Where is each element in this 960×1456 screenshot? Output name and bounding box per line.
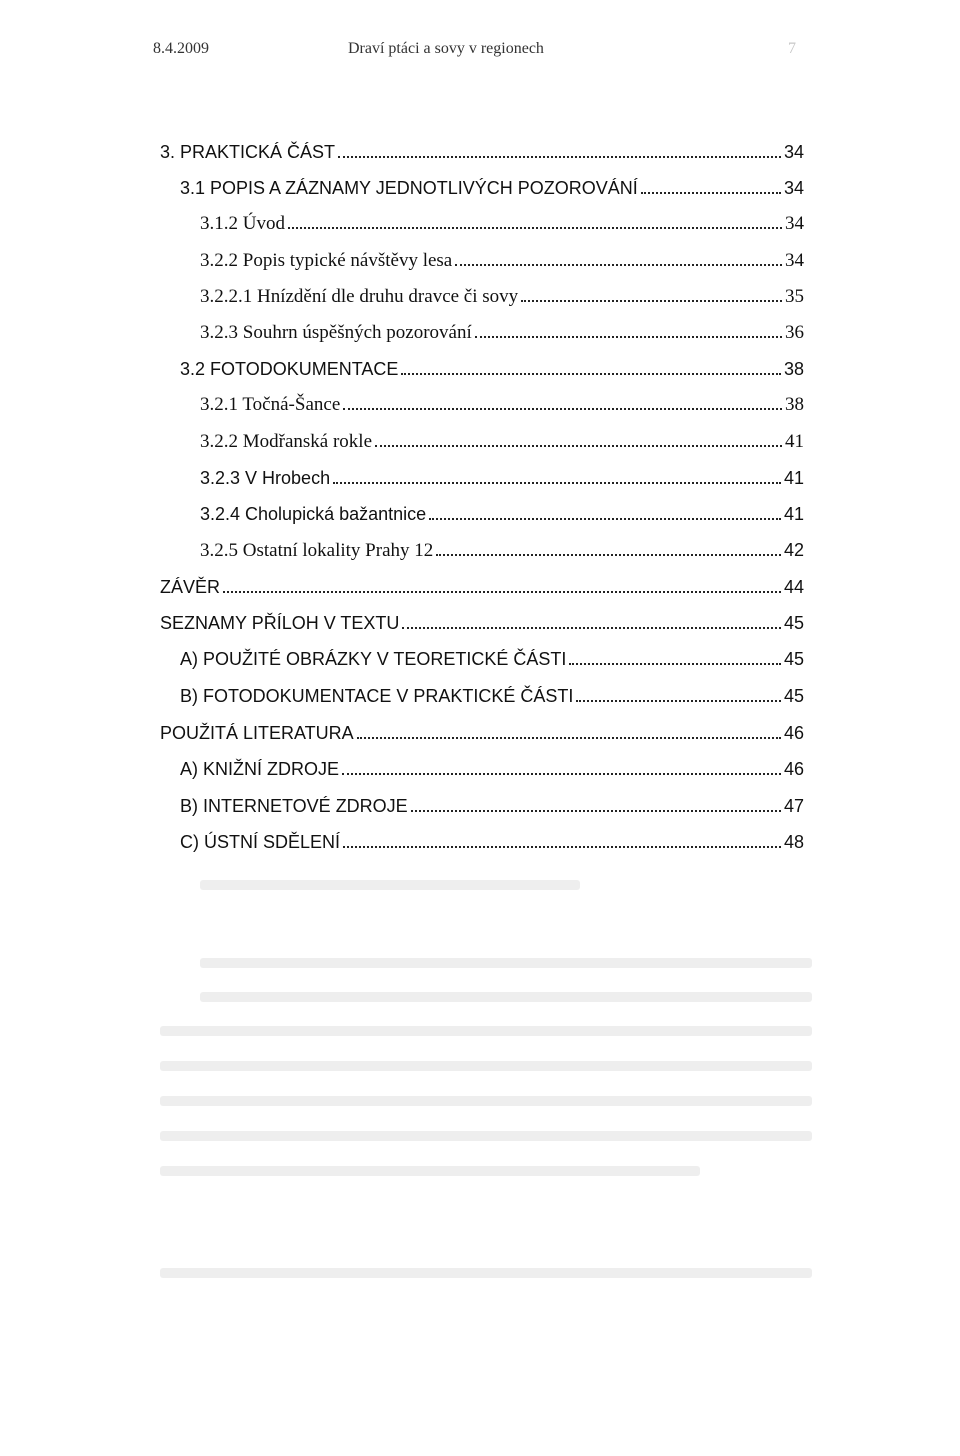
toc-entry-title: 3.1 POPIS A ZÁZNAMY JEDNOTLIVÝCH POZOROVÁNÍ xyxy=(180,178,638,198)
toc-entry-page: 45 xyxy=(783,649,804,669)
toc-leader-dots xyxy=(429,518,781,520)
toc-entry-page: 46 xyxy=(783,723,804,743)
toc-entry xyxy=(180,757,804,783)
toc-entry-title: 3.2.2 Popis typické návštěvy lesa xyxy=(200,250,453,271)
toc-entry xyxy=(200,430,804,456)
toc-leader-dots xyxy=(455,264,782,266)
toc-entry xyxy=(180,647,804,673)
toc-entry-title: SEZNAMY PŘÍLOH V TEXTU xyxy=(160,613,400,633)
toc-entry-title: 3.2 FOTODOKUMENTACE xyxy=(180,359,399,379)
toc-leader-dots xyxy=(288,227,782,229)
toc-entry-title: 3.2.3 Souhrn úspěšných pozorování xyxy=(200,322,472,343)
toc-entry-page: 45 xyxy=(783,686,804,706)
toc-entry-title: B) INTERNETOVÉ ZDROJE xyxy=(180,796,408,816)
toc-entry xyxy=(200,321,804,347)
toc-leader-dots xyxy=(375,445,782,447)
toc-entry-page: 48 xyxy=(783,832,804,852)
toc-leader-dots xyxy=(357,737,781,739)
toc-entry xyxy=(160,721,804,747)
toc-leader-dots xyxy=(576,700,781,702)
toc-entry-page: 44 xyxy=(783,577,804,597)
toc-entry-title: 3.2.1 Točná-Šance xyxy=(200,394,341,415)
toc-leader-dots xyxy=(436,554,781,556)
toc-entry-title: 3.1.2 Úvod xyxy=(200,213,285,234)
toc-entry-title: 3.2.2.1 Hnízdění dle druhu dravce či sovy xyxy=(200,286,519,307)
toc-leader-dots xyxy=(475,336,782,338)
toc-entry xyxy=(200,502,804,528)
toc-entry xyxy=(200,249,804,275)
toc-entry xyxy=(180,794,804,820)
toc-entry-page: 46 xyxy=(783,759,804,779)
toc-entry-title: POUŽITÁ LITERATURA xyxy=(160,723,354,743)
toc-entry xyxy=(200,212,804,238)
toc-entry-title: C) ÚSTNÍ SDĚLENÍ xyxy=(180,832,341,852)
toc-entry-page: 41 xyxy=(783,468,804,488)
toc-entry-page: 41 xyxy=(785,431,804,452)
toc-entry xyxy=(160,140,804,166)
header-page-number: 7 xyxy=(788,40,796,57)
toc-entry-title: 3.2.2 Modřanská rokle xyxy=(200,431,373,452)
toc-entry-title: ZÁVĚR xyxy=(160,577,221,597)
toc-entry xyxy=(180,684,804,710)
toc-entry-page: 34 xyxy=(783,142,804,162)
toc-entry-page: 42 xyxy=(783,540,804,560)
header-title: Draví ptáci a sovy v regionech xyxy=(348,40,544,57)
toc-entry xyxy=(180,357,804,383)
toc-entry-page: 38 xyxy=(783,359,804,379)
toc-entry xyxy=(200,285,804,311)
toc-entry xyxy=(200,538,804,564)
toc-leader-dots xyxy=(402,627,781,629)
toc-entry xyxy=(160,611,804,637)
toc-entry-page: 36 xyxy=(785,322,804,343)
toc-entry-page: 34 xyxy=(785,250,804,271)
toc-leader-dots xyxy=(343,846,781,848)
toc-leader-dots xyxy=(223,591,781,593)
toc-entry-title: 3.2.5 Ostatní lokality Prahy 12 xyxy=(200,540,434,561)
toc-leader-dots xyxy=(411,810,781,812)
toc-entry-title: 3.2.3 V Hrobech xyxy=(200,468,331,488)
toc-entry-page: 38 xyxy=(785,394,804,415)
toc-entry-page: 35 xyxy=(785,286,804,307)
toc-entry xyxy=(200,393,804,419)
toc-entry-page: 47 xyxy=(783,796,804,816)
toc-entry xyxy=(180,176,804,202)
header-date: 8.4.2009 xyxy=(153,40,209,57)
toc-entry-title: A) POUŽITÉ OBRÁZKY V TEORETICKÉ ČÁSTI xyxy=(180,649,567,669)
toc-entry-title: B) FOTODOKUMENTACE V PRAKTICKÉ ČÁSTI xyxy=(180,686,574,706)
toc-entry-title: A) KNIŽNÍ ZDROJE xyxy=(180,759,340,779)
toc-leader-dots xyxy=(342,773,781,775)
toc-entry-page: 41 xyxy=(783,504,804,524)
toc-entry xyxy=(160,575,804,601)
toc-leader-dots xyxy=(333,482,781,484)
toc-entry xyxy=(180,830,804,856)
toc-entry xyxy=(200,466,804,492)
toc-entry-page: 34 xyxy=(783,178,804,198)
toc-leader-dots xyxy=(401,373,781,375)
toc-entry-page: 34 xyxy=(785,213,804,234)
toc-leader-dots xyxy=(521,300,782,302)
toc-entry-page: 45 xyxy=(783,613,804,633)
toc-leader-dots xyxy=(343,408,782,410)
toc-entry-title: 3.2.4 Cholupická bažantnice xyxy=(200,504,427,524)
toc-leader-dots xyxy=(569,663,781,665)
toc-leader-dots xyxy=(338,156,781,158)
toc-entry-title: 3. PRAKTICKÁ ČÁST xyxy=(160,142,336,162)
toc-leader-dots xyxy=(641,192,781,194)
